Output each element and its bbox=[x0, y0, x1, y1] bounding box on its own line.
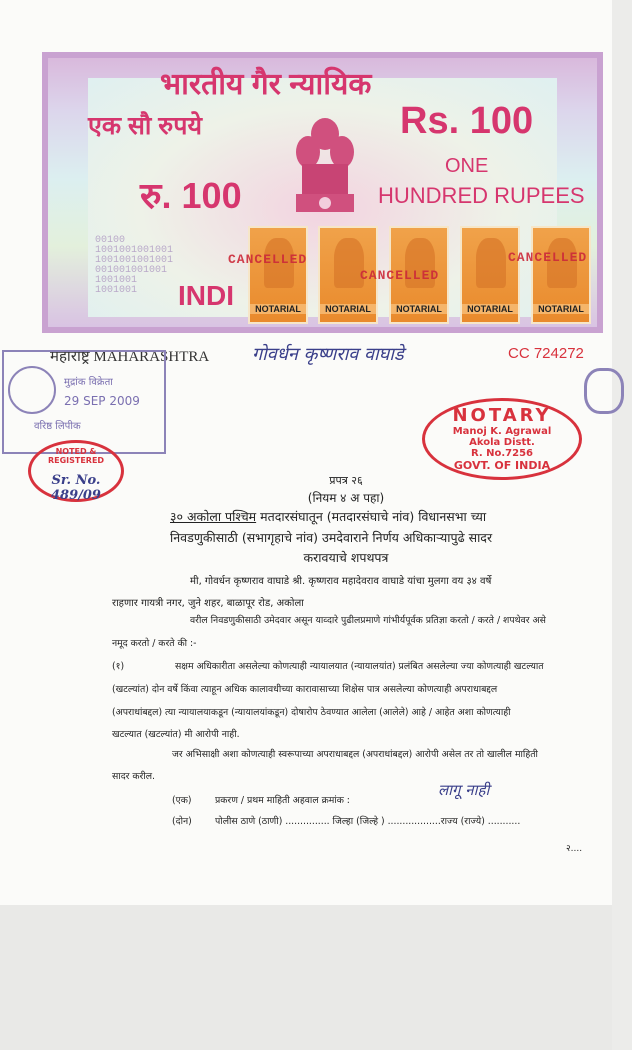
clerk-label: वरिष्ठ लिपीक bbox=[34, 421, 81, 432]
stamp-amount-words-2: HUNDRED RUPEES bbox=[378, 183, 585, 208]
heading-text: मतदारसंघातून (मतदारसंघाचे नांव) विधानसभा च्या bbox=[256, 509, 487, 524]
sub-item-2-text: पोलीस ठाणे (ठाणी) ............... जिल्हा (जिल्हे ) ..................राज्य (राज्ये) ........... bbox=[215, 816, 521, 827]
item-1-line-3: (अपराधांबद्दल) त्या न्यायालयाकडून (न्यायालयांकडून) दोषारोप ठेवण्यात आलेला (आलेले) आहे / आहेत अशा कोणत्याही bbox=[112, 707, 511, 718]
notarial-stamp: NOTARIAL bbox=[318, 226, 378, 324]
stamp-hindi-title: भारतीय गैर न्यायिक bbox=[160, 68, 372, 101]
item-1-number: (१) bbox=[112, 661, 125, 672]
sub-item-2-number: (दोन) bbox=[172, 816, 192, 827]
round-seal-icon bbox=[8, 366, 56, 414]
form-number: प्रपत्र २६ bbox=[329, 474, 363, 487]
cancelled-mark: CANCELLED bbox=[508, 250, 588, 265]
octagon-seal-icon bbox=[584, 368, 624, 414]
sub-item-1-number: (एक) bbox=[172, 795, 192, 806]
stamp-date: 29 SEP 2009 bbox=[64, 394, 140, 408]
noted-registered-seal: NOTED & REGISTERED Sr. No. 489/09 bbox=[28, 440, 124, 502]
notarial-stamp: NOTARIAL bbox=[248, 226, 308, 324]
stamp-hindi-amount: एक सौ रुपये bbox=[88, 112, 202, 140]
oath-line-2: नमूद करतो / करते की :- bbox=[112, 638, 197, 649]
notarial-stamp: NOTARIAL bbox=[460, 226, 520, 324]
ashoka-emblem-icon bbox=[290, 112, 360, 222]
stamp-microtext: 00100 1001001001001 1001001001001 001001001001 1001001 1001001 bbox=[95, 235, 174, 296]
cancelled-mark: CANCELLED bbox=[228, 252, 308, 267]
cancelled-mark: CANCELLED bbox=[360, 268, 440, 283]
item-1-line-4: खटल्यात (खटल्यांत) मी आरोपी नाही. bbox=[112, 729, 240, 740]
stamp-india-text: INDI bbox=[178, 280, 234, 311]
para-3-line-2: सादर करील. bbox=[112, 771, 155, 782]
form-rule: (नियम ४ अ पहा) bbox=[307, 491, 385, 505]
item-1-line-2: (खटल्यांत) दोन वर्षे किंवा त्याहून अधिक कालावधीच्या कारावासाच्या शिक्षेस पात्र असलेल्या कोणत्याही अपराधाबद्दल bbox=[112, 684, 498, 695]
document-heading-line-2: निवडणुकीसाठी (सभागृहाचे नांव) उमदेवाराने निर्णय अधिकाऱ्यापुढे सादर bbox=[170, 530, 493, 545]
document-heading-line-1 bbox=[170, 506, 486, 528]
item-1-line-1: सक्षम अधिकारीता असलेल्या कोणत्याही न्यायालयात (न्यायालयांत) प्रलंबित असलेल्या ज्या कोणत्याही खटल्यात bbox=[175, 661, 544, 672]
document-heading-line-3: करावयाचे शपथपत्र bbox=[303, 550, 389, 565]
handwritten-signature: गोवर्धन कृष्णराव वाघाडे bbox=[252, 344, 404, 365]
stamp-rs-amount: Rs. 100 bbox=[400, 100, 534, 142]
declarant-line-2: राहणार गायत्री नगर, जुने शहर, बाळापूर रोड, अकोला bbox=[112, 598, 304, 609]
constituency-name: ३० अकोला पश्चिम bbox=[170, 509, 257, 524]
vendor-stamp bbox=[2, 350, 166, 454]
notarial-stamp: NOTARIAL bbox=[389, 226, 449, 324]
scan-margin-bottom bbox=[0, 905, 632, 1050]
para-3-line-1: जर अभिसाक्षी अशा कोणत्याही स्वरूपाच्या अपराधाबद्दल (अपराधांबद्दल) आरोपी असेल तर तो खालील माहिती bbox=[172, 749, 538, 760]
state-label: महाराष्ट्र MAHARASHTRA bbox=[50, 349, 210, 365]
declarant-line-1: मी, गोवर्धन कृष्णराव वाघाडे श्री. कृष्णराव महादेवराव वाघाडे यांचा मुलगा वय ३४ वर्षे bbox=[190, 576, 492, 587]
serial-number: CC 724272 bbox=[508, 345, 584, 362]
sub-item-1-handwritten-answer: लागू नाही bbox=[438, 781, 490, 799]
stamp-hindi-rs: रु. 100 bbox=[140, 175, 242, 216]
next-page-marker: २.... bbox=[566, 844, 583, 854]
vendor-label: मुद्रांक विक्रेता bbox=[64, 377, 113, 388]
sub-item-1-text: प्रकरण / प्रथम माहिती अहवाल क्रमांक : bbox=[215, 795, 350, 806]
notary-seal: NOTARY Manoj K. Agrawal Akola Distt. R. No.7256 GOVT. OF INDIA bbox=[422, 398, 582, 480]
oath-line-1: वरील निवडणुकीसाठी उमेदवार असून याव्दारे पुढीलप्रमाणे गांभीर्यपूर्वक प्रतिज्ञा करतो / करते / शपथेवर असे bbox=[190, 615, 546, 626]
notarial-stamp: NOTARIAL bbox=[531, 226, 591, 324]
stamp-amount-words-1: ONE bbox=[445, 155, 489, 177]
scan-margin-right bbox=[612, 0, 632, 1050]
